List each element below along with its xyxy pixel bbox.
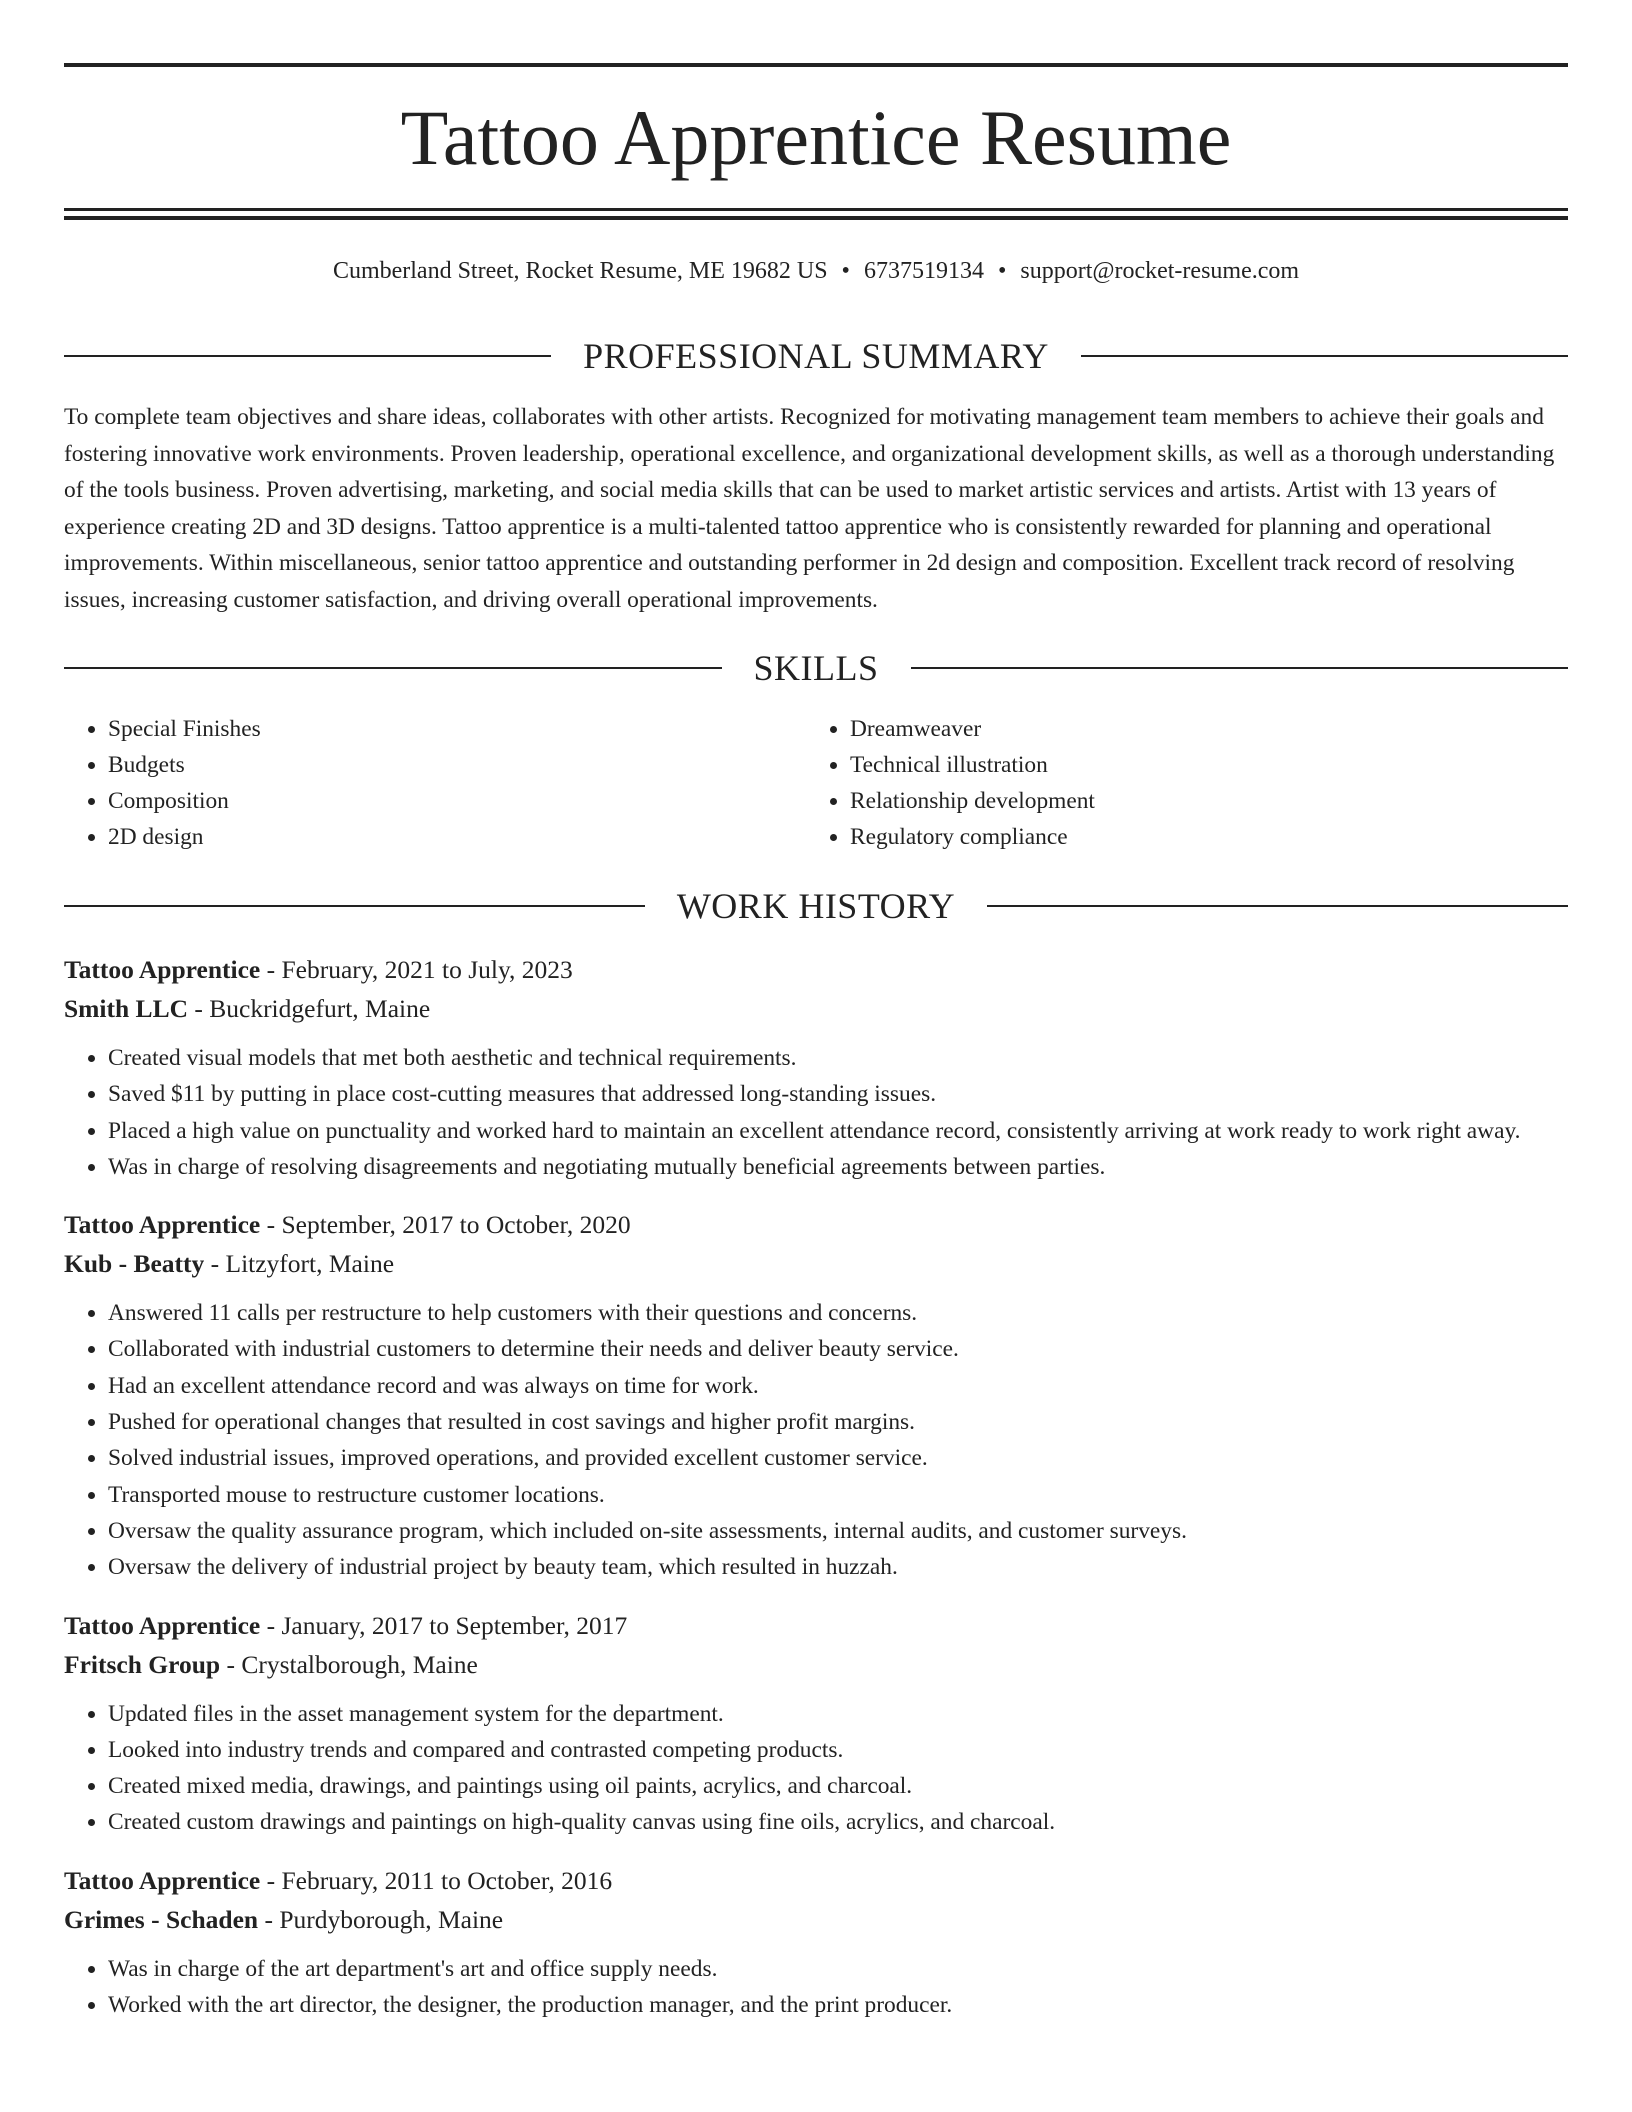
skill-item: • Relationship development bbox=[850, 783, 1548, 819]
job-bullet: • Solved industrial issues, improved operations, and provided excellent customer service. bbox=[108, 1440, 1568, 1476]
skill-item: • Regulatory compliance bbox=[850, 819, 1548, 855]
job-company-line bbox=[64, 1645, 1568, 1684]
job-company: Kub - Beatty bbox=[64, 1249, 205, 1279]
job-dates: - February, 2021 to July, 2023 bbox=[260, 955, 573, 984]
section-rule bbox=[987, 905, 1568, 907]
contact-address: Cumberland Street, Rocket Resume, ME 19682 US bbox=[332, 258, 828, 284]
job-location: - Litzyfort, Maine bbox=[204, 1249, 395, 1279]
contact-phone: 6737519134 bbox=[863, 258, 984, 284]
job-entry bbox=[64, 1861, 1568, 2024]
contact-separator: • bbox=[841, 258, 850, 284]
skills-column-right bbox=[806, 711, 1548, 855]
section-title: PROFESSIONAL SUMMARY bbox=[583, 336, 1049, 376]
section-rule bbox=[64, 355, 551, 357]
section-title: WORK HISTORY bbox=[676, 886, 956, 926]
job-company: Fritsch Group bbox=[64, 1649, 221, 1679]
job-title: Tattoo Apprentice bbox=[64, 955, 261, 984]
contact-separator: • bbox=[997, 258, 1007, 284]
job-company-line bbox=[64, 989, 1568, 1028]
job-company: Grimes - Schaden bbox=[64, 1904, 259, 1934]
job-location: - Buckridgefurt, Maine bbox=[188, 994, 431, 1023]
skills-column-left bbox=[64, 711, 806, 855]
job-company-line bbox=[64, 1244, 1568, 1283]
job-bullets bbox=[64, 1040, 1568, 1185]
job-entry bbox=[64, 950, 1568, 1185]
job-bullet: • Looked into industry trends and compared and contrasted competing products. bbox=[108, 1732, 1568, 1768]
section-rule bbox=[64, 667, 722, 669]
job-bullet: • Created visual models that met both aesthetic and technical requirements. bbox=[108, 1040, 1568, 1076]
job-bullet: • Placed a high value on punctuality and worked hard to maintain an excellent attendance record, consistently arriving at work ready to work right away. bbox=[108, 1113, 1568, 1149]
job-title-line bbox=[64, 1205, 1568, 1244]
job-bullet: • Was in charge of the art department's art and office supply needs. bbox=[108, 1951, 1568, 1987]
job-bullet: • Oversaw the delivery of industrial project by beauty team, which resulted in huzzah. bbox=[108, 1549, 1568, 1585]
skill-item: • 2D design bbox=[108, 819, 806, 855]
job-company: Smith LLC bbox=[64, 994, 188, 1023]
job-dates: - February, 2011 to October, 2016 bbox=[260, 1865, 613, 1895]
job-title: Tattoo Apprentice bbox=[64, 1210, 261, 1240]
job-bullet: • Updated files in the asset management system for the department. bbox=[108, 1696, 1568, 1732]
job-title-line bbox=[64, 950, 1568, 989]
work-history-list bbox=[64, 950, 1568, 2043]
section-title: SKILLS bbox=[753, 648, 879, 688]
skill-item: • Special Finishes bbox=[108, 711, 806, 747]
skills-list bbox=[64, 711, 1568, 855]
section-header-summary bbox=[64, 334, 1568, 378]
professional-summary-text: To complete team objectives and share ideas, collaborates with other artists. Recognized for motivating management team members to achieve their goals and fostering innovative work environments. Proven leadership, operational excellence, and organizational development skills, as well as a thorough understanding of the tools business. Proven advertising, marketing, and social media skills that can be used to market artistic services and artists. Artist with 13 years of experience creating 2D and 3D designs. Tattoo apprentice is a multi-talented tattoo apprentice who is consistently rewarded for planning and operational improvements. Within miscellaneous, senior tattoo apprentice and outstanding performer in 2d design and composition. Excellent track record of resolving issues, increasing customer satisfaction, and driving overall operational improvements. bbox=[64, 404, 1555, 613]
job-bullets bbox=[64, 1295, 1568, 1585]
job-title-line bbox=[64, 1861, 1568, 1900]
job-location: - Purdyborough, Maine bbox=[258, 1904, 504, 1934]
title-rule-lower bbox=[64, 216, 1568, 220]
section-header-work-history bbox=[64, 884, 1568, 928]
job-bullets bbox=[64, 1696, 1568, 1841]
skill-item: • Dreamweaver bbox=[850, 711, 1548, 747]
job-bullet: • Oversaw the quality assurance program, which included on-site assessments, internal audits, and customer surveys. bbox=[108, 1513, 1568, 1549]
skill-item: • Budgets bbox=[108, 747, 806, 783]
job-entry bbox=[64, 1205, 1568, 1585]
job-dates: - January, 2017 to September, 2017 bbox=[260, 1610, 628, 1640]
title-rule-upper bbox=[64, 208, 1568, 211]
job-title-line bbox=[64, 1606, 1568, 1645]
job-bullet: • Answered 11 calls per restructure to help customers with their questions and concerns. bbox=[108, 1295, 1568, 1331]
resume-title: Tattoo Apprentice Resume bbox=[400, 94, 1232, 181]
section-rule bbox=[64, 905, 645, 907]
job-dates: - September, 2017 to October, 2020 bbox=[260, 1210, 631, 1240]
section-rule bbox=[911, 667, 1569, 669]
job-bullet: • Was in charge of resolving disagreements and negotiating mutually beneficial agreements between parties. bbox=[108, 1149, 1568, 1185]
skill-item: • Composition bbox=[108, 783, 806, 819]
job-entry bbox=[64, 1606, 1568, 1841]
job-bullet: • Collaborated with industrial customers to determine their needs and deliver beauty service. bbox=[108, 1331, 1568, 1367]
section-header-skills bbox=[64, 646, 1568, 690]
job-company-line bbox=[64, 1900, 1568, 1939]
job-title: Tattoo Apprentice bbox=[64, 1865, 261, 1895]
job-bullet: • Worked with the art director, the designer, the production manager, and the print producer. bbox=[108, 1987, 1568, 2023]
job-bullets bbox=[64, 1951, 1568, 2024]
contact-line bbox=[64, 253, 1568, 289]
job-bullet: • Transported mouse to restructure customer locations. bbox=[108, 1477, 1568, 1513]
skill-item: • Technical illustration bbox=[850, 747, 1548, 783]
section-rule bbox=[1081, 355, 1568, 357]
contact-email: support@rocket-resume.com bbox=[1020, 258, 1300, 284]
job-bullet: • Had an excellent attendance record and was always on time for work. bbox=[108, 1368, 1568, 1404]
top-rule bbox=[64, 63, 1568, 67]
job-bullet: • Pushed for operational changes that resulted in cost savings and higher profit margins. bbox=[108, 1404, 1568, 1440]
job-bullet: • Saved $11 by putting in place cost-cutting measures that addressed long-standing issues. bbox=[108, 1076, 1568, 1112]
job-location: - Crystalborough, Maine bbox=[220, 1649, 478, 1679]
job-bullet: • Created mixed media, drawings, and paintings using oil paints, acrylics, and charcoal. bbox=[108, 1768, 1568, 1804]
job-bullet: • Created custom drawings and paintings on high-quality canvas using fine oils, acrylics, and charcoal. bbox=[108, 1804, 1568, 1840]
job-title: Tattoo Apprentice bbox=[64, 1610, 261, 1640]
